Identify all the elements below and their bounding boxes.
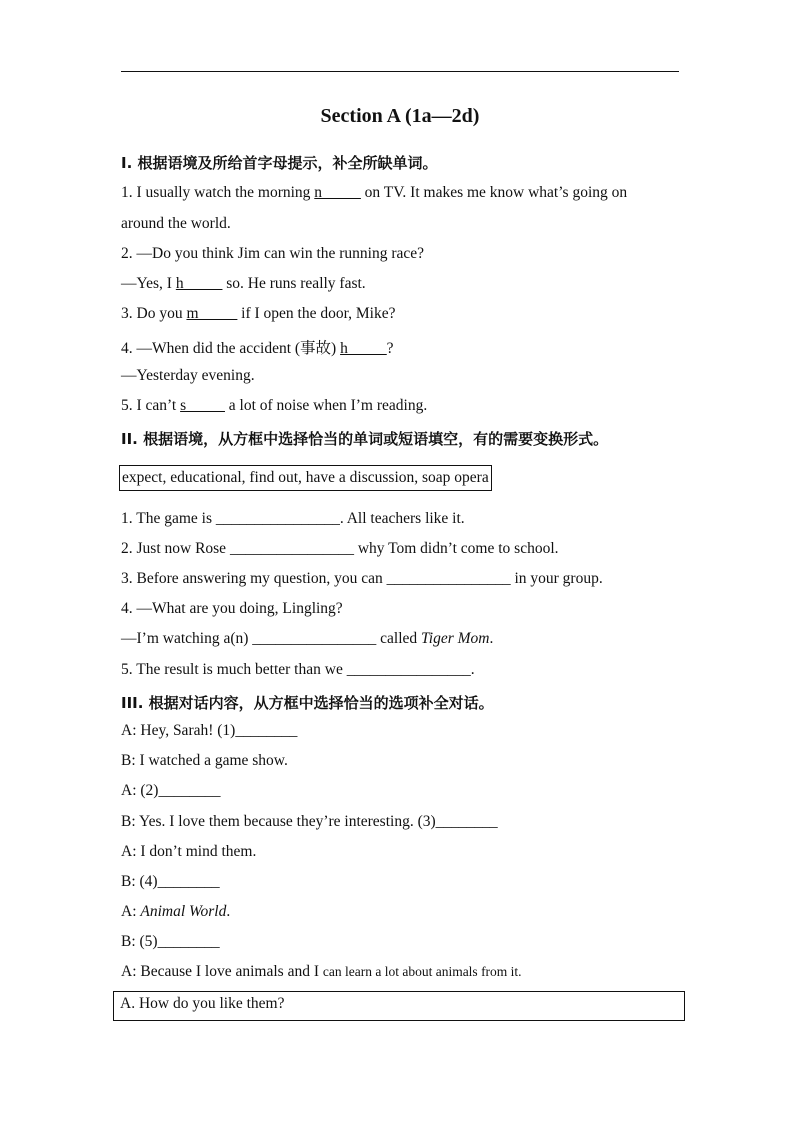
part1-q1-line1 <box>121 184 627 202</box>
part1-q4-answer: —Yesterday evening. <box>121 367 255 384</box>
q5-blank: s_____ <box>180 397 225 414</box>
q2-blank: h_____ <box>175 275 223 292</box>
option-a: A. How do you like them? <box>120 995 285 1012</box>
dialogue-text-small: can learn a lot about animals from it. <box>322 964 522 979</box>
q3-blank: m_____ <box>186 305 238 322</box>
q1-text-end: on TV. It makes me know what’s going on <box>360 184 628 201</box>
part2-q4-answer <box>121 630 493 648</box>
part1-q1-line2: around the world. <box>121 215 231 232</box>
part2-heading: II. 根据语境，从方框中选择恰当的单词或短语填空，有的需要变换形式。 <box>121 430 609 448</box>
page-title: Section A (1a—2d) <box>320 105 480 127</box>
q4-blank: h_____ <box>340 340 387 357</box>
dialogue-end: . <box>226 903 231 920</box>
part2-q2: 2. Just now Rose ________________ why Tom didn’t come to school. <box>121 540 559 557</box>
q1-text: 1. I usually watch the morning <box>121 184 315 201</box>
q4-answer-end: . <box>489 630 494 647</box>
dialogue-line: B: (4)________ <box>121 873 220 890</box>
q5-text: 5. I can’t <box>121 397 181 414</box>
q4-answer-text: —I’m watching a(n) ________________ called <box>121 630 422 647</box>
q3-text: 3. Do you <box>121 305 187 322</box>
part2-q1: 1. The game is ________________. All teachers like it. <box>121 510 465 527</box>
part1-heading: I. 根据语境及所给首字母提示，补全所缺单词。 <box>121 154 438 172</box>
q1-blank: n_____ <box>314 184 361 201</box>
part1-q5 <box>121 397 427 415</box>
dialogue-line: B: I watched a game show. <box>121 752 288 769</box>
dialogue-line <box>121 963 522 981</box>
part3-heading: III. 根据对话内容，从方框中选择恰当的选项补全对话。 <box>121 694 494 712</box>
part1-q2-question: 2. —Do you think Jim can win the running race? <box>121 245 425 262</box>
q2-text-end: so. He runs really fast. <box>222 275 366 292</box>
q5-text-end: a lot of noise when I’m reading. <box>224 397 428 414</box>
part1-q3 <box>121 305 395 323</box>
part1-q4-question <box>121 336 393 358</box>
part1-q2-answer <box>121 275 366 293</box>
dialogue-text: A: Because I love animals and I <box>121 963 323 980</box>
part2-q5: 5. The result is much better than we ________________. <box>121 661 475 678</box>
word-bank-box: expect, educational, find out, have a discussion, soap opera <box>119 465 492 491</box>
dialogue-line: A: (2)________ <box>121 782 221 799</box>
dialogue-line: B: (5)________ <box>121 933 220 950</box>
part2-q4-question: 4. —What are you doing, Lingling? <box>121 600 343 617</box>
q4-title-italic: Tiger Mom <box>421 630 490 647</box>
dialogue-line: B: Yes. I love them because they’re interesting. (3)________ <box>121 813 498 830</box>
options-box <box>113 991 685 1021</box>
dialogue-line: A: Hey, Sarah! (1)________ <box>121 722 298 739</box>
q3-text-end: if I open the door, Mike? <box>237 305 396 322</box>
dialogue-line <box>121 903 230 921</box>
dialogue-speaker: A: <box>121 903 141 920</box>
q2-text: —Yes, I <box>121 275 176 292</box>
dialogue-line: A: I don’t mind them. <box>121 843 257 860</box>
q4-text: 4. —When did the accident (事故) <box>121 340 341 357</box>
dialogue-italic-title: Animal World <box>140 903 227 920</box>
top-rule <box>121 71 679 72</box>
part2-q3: 3. Before answering my question, you can ________________ in your group. <box>121 570 603 587</box>
q4-text-end: ? <box>386 340 394 357</box>
